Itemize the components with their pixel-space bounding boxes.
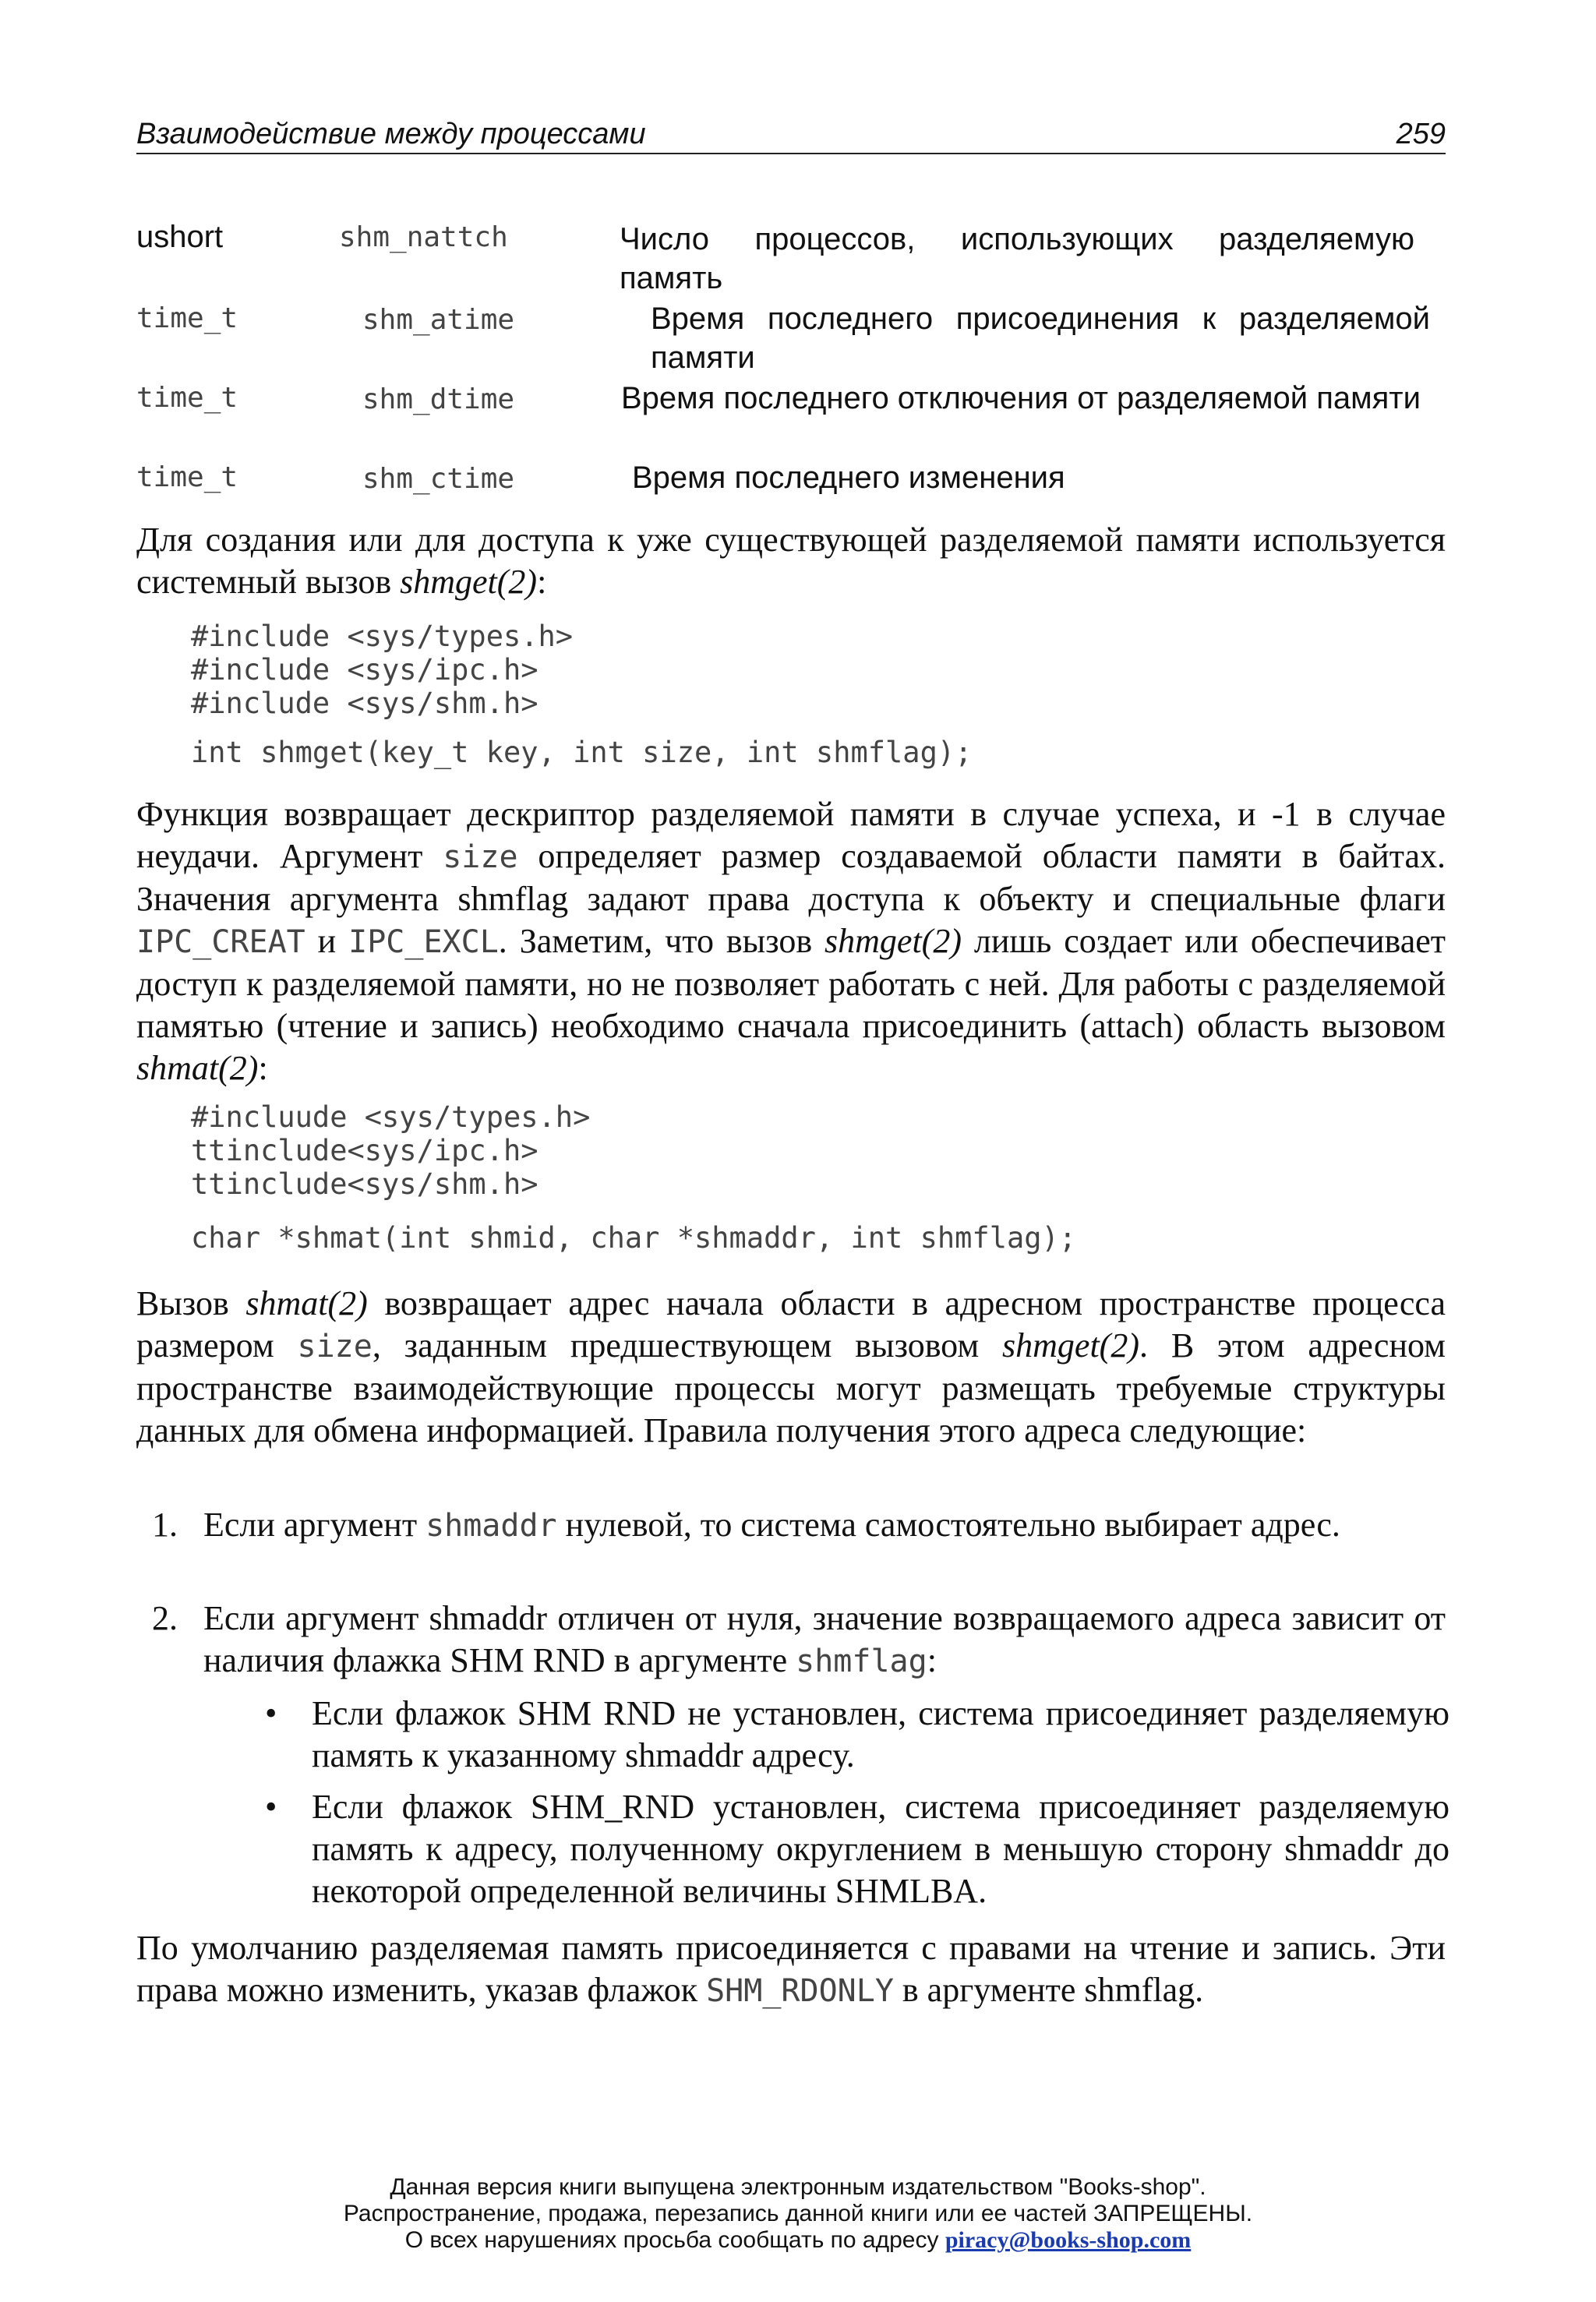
field-name: shm_atime xyxy=(362,304,515,336)
list-number: 1. xyxy=(152,1506,178,1544)
function-reference: shmget(2) xyxy=(400,563,538,601)
list-number: 2. xyxy=(152,1599,178,1637)
page-number: 259 xyxy=(1396,118,1446,150)
code-line: #include <sys/types.h> xyxy=(191,620,574,653)
code-spacer xyxy=(191,1201,1438,1221)
code-spacer xyxy=(191,720,1438,736)
field-name: shm_ctime xyxy=(362,463,515,495)
field-type: time_t xyxy=(136,461,238,493)
code-line: #include <sys/ipc.h> xyxy=(191,653,538,687)
field-type: time_t xyxy=(136,302,238,334)
footer-line: О всех нарушениях просьба сообщать по адресу piracy@books-shop.com xyxy=(404,2227,1192,2253)
code-line: ttinclude<sys/shm.h> xyxy=(191,1167,538,1201)
field-description: Время последнего изменения xyxy=(632,461,1065,495)
code-block xyxy=(191,620,1438,769)
bullet-text: Если флажок SHM RND не установлен, система присоединяет разделяемую память к указанному shmaddr адресу. xyxy=(312,1694,1449,1774)
paragraph: Для создания или для доступа к уже существующей разделяемой памяти используется системный вызов shmget(2): xyxy=(136,521,1446,601)
field-description: Время последнего присоединения к разделяемой памяти xyxy=(651,302,1430,375)
code-line: int shmget(key_t key, int size, int shmflag); xyxy=(191,736,973,769)
chapter-title: Взаимодействие между процессами xyxy=(136,118,646,150)
paragraph: По умолчанию разделяемая память присоединяется с правами на чтение и запись. Эти права можно изменить, указав флажок SHM_RDONLY в аргументе shmflag. xyxy=(136,1929,1446,2009)
field-description: Время последнего отключения от разделяемой памяти xyxy=(621,381,1421,415)
field-type: time_t xyxy=(136,382,238,414)
bullet-marker: • xyxy=(265,1788,277,1826)
code-line: ttinclude<sys/ipc.h> xyxy=(191,1134,538,1167)
footer-line: Распространение, продажа, перезапись данной книги или ее частей ЗАПРЕЩЕНЫ. xyxy=(343,2201,1253,2226)
function-reference: shmget(2) xyxy=(824,922,962,960)
paragraph: Вызов shmat(2) возвращает адрес начала области в адресном пространстве процесса размером size, заданным предшествующем вызовом shmget(2). В этом адресном пространстве взаимодействующие процессы могут размещать требуемые структуры данных для обмена информацией. Правила получения этого адреса следующие: xyxy=(136,1284,1446,1449)
function-reference: shmat(2) xyxy=(136,1049,259,1087)
field-description: Число процессов, использующих разделяемую память xyxy=(620,222,1414,295)
paragraph: Функция возвращает дескриптор разделяемой памяти в случае успеха, и -1 в случае неудачи. Аргумент size определяет размер создаваемой области памяти в байтах. Значения аргумента shmflag задают права доступа к объекту и специальные флаги IPC_CREAT и IPC_EXCL. Заметим, что вызов shmget(2) лишь создает или обеспечивает доступ к разделяемой памяти, но не позволяет работать с ней. Для работы с разделяемой памятью (чтение и запись) необходимо сначала присоединить (attach) область вызовом shmat(2): xyxy=(136,795,1446,1087)
code-line: char *shmat(int shmid, char *shmaddr, int shmflag); xyxy=(191,1221,1077,1255)
function-reference: shmget(2) xyxy=(1002,1326,1139,1365)
function-reference: shmat(2) xyxy=(245,1284,368,1322)
field-name: shm_nattch xyxy=(339,221,508,253)
code-line: #incluude <sys/types.h> xyxy=(191,1100,591,1134)
field-type: ushort xyxy=(136,220,224,254)
email-link[interactable]: piracy@books-shop.com xyxy=(945,2227,1192,2253)
bullet-marker: • xyxy=(265,1694,277,1732)
running-header xyxy=(136,115,1446,154)
list-item-text: Если аргумент shmaddr отличен от нуля, значение возвращаемого адреса зависит от наличия флажка SHM RND в аргументе shmflag: xyxy=(203,1599,1446,1679)
publisher-footer xyxy=(0,2174,1596,2254)
code-block xyxy=(191,1100,1438,1255)
list-item-text: Если аргумент shmaddr нулевой, то система самостоятельно выбирает адрес. xyxy=(203,1506,1340,1544)
bullet-text: Если флажок SHM_RND установлен, система присоединяет разделяемую память к адресу, полученному округлением в меньшую сторону shmaddr до некоторой определенной величины SHMLBA. xyxy=(312,1788,1449,1910)
field-name: shm_dtime xyxy=(362,383,515,415)
footer-line: Данная версия книги выпущена электронным издательством "Books-shop". xyxy=(390,2174,1206,2200)
code-line: #include <sys/shm.h> xyxy=(191,687,538,720)
